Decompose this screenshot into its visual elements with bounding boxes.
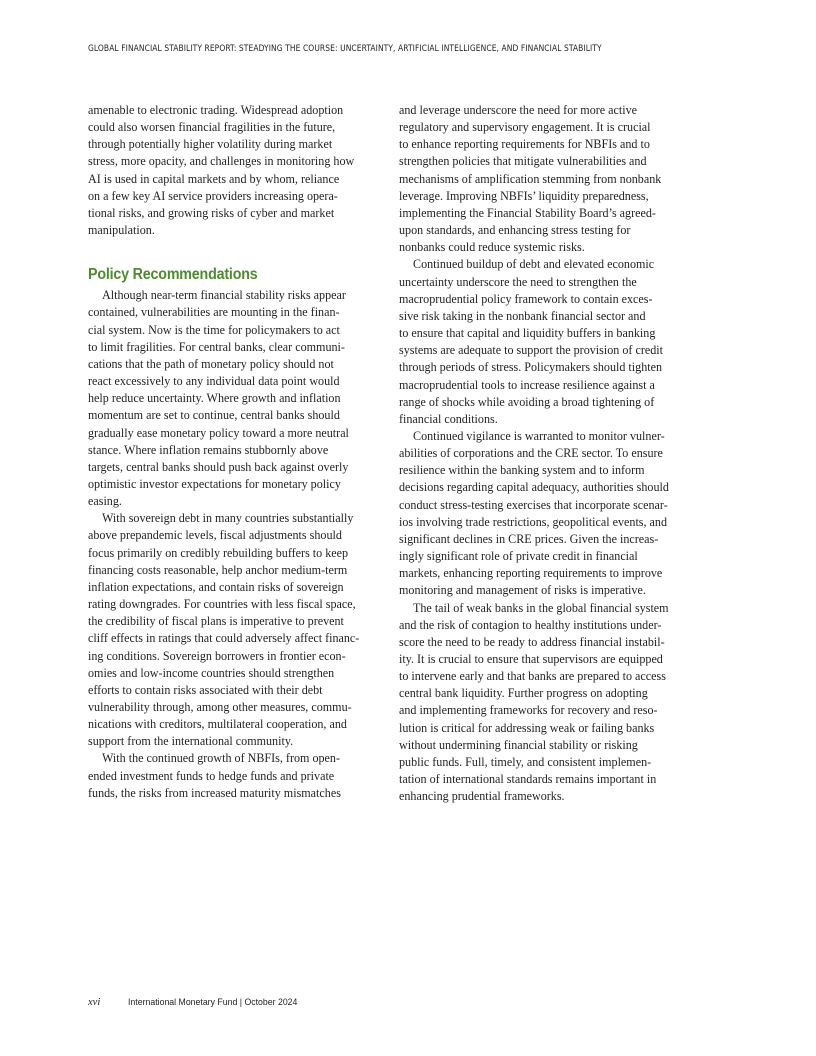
text-line: amenable to electronic trading. Widespread adoption xyxy=(88,103,344,117)
text-line: to intervene early and that banks are prepared to access xyxy=(399,669,666,684)
text-line: react excessively to any individual data point would xyxy=(88,374,340,389)
text-line: efforts to contain risks associated with their debt xyxy=(88,682,323,697)
text-line: sive risk taking in the nonbank financial sector and xyxy=(399,308,646,323)
paragraph-vigilance xyxy=(399,428,688,600)
text-line: help reduce uncertainty. Where growth and inflation xyxy=(88,391,341,406)
text-line: cial system. Now is the time for policymakers to act xyxy=(88,322,340,337)
running-header: GLOBAL FINANCIAL STABILITY REPORT: STEADYING THE COURSE: UNCERTAINTY, ARTIFICIAL INTELLIGENCE, AND FINANCIAL STABILITY xyxy=(88,44,602,54)
text-line: nications with creditors, multilateral cooperation, and xyxy=(88,717,347,732)
text-line: systems are adequate to support the provision of credit xyxy=(399,343,663,358)
text-line: to limit fragilities. For central banks, clear communi- xyxy=(88,339,345,354)
text-line: to enhance reporting requirements for NBFIs and to xyxy=(399,137,650,152)
text-line: range of shocks while avoiding a broad tightening of xyxy=(399,394,655,409)
text-line: support from the international community. xyxy=(88,734,294,749)
intro-paragraph xyxy=(88,102,377,239)
text-line: funds, the risks from increased maturity mismatches xyxy=(88,785,341,800)
text-line: ios involving trade restrictions, geopolitical events, and xyxy=(399,514,668,529)
text-line: resilience within the banking system and to inform xyxy=(399,463,645,478)
text-line: omies and low-income countries should strengthen xyxy=(88,665,335,680)
text-line: manipulation. xyxy=(88,223,155,238)
page-number: xvi xyxy=(88,997,101,1008)
text-line: ity. It is crucial to ensure that supervisors are equipped xyxy=(399,652,663,666)
paragraph-nbfi-continued xyxy=(399,102,688,256)
text-line: score the need to be ready to address financial instabil- xyxy=(399,634,665,649)
text-line: The tail of weak banks in the global financial system xyxy=(413,600,669,615)
text-line: ing conditions. Sovereign borrowers in frontier econ- xyxy=(88,648,346,663)
text-line: central bank liquidity. Further progress on adopting xyxy=(399,686,648,701)
text-line: abilities of corporations and the CRE sector. To ensure xyxy=(399,446,663,461)
text-line: contained, vulnerabilities are mounting in the finan- xyxy=(88,305,340,320)
text-line: AI is used in capital markets and by whom, reliance xyxy=(88,171,340,186)
text-line: easing. xyxy=(88,494,122,509)
text-line: stance. Where inflation remains stubbornly above xyxy=(88,442,329,457)
text-line: lution is critical for addressing weak or failing banks xyxy=(399,720,655,735)
text-line: to ensure that capital and liquidity buffers in banking xyxy=(399,326,656,341)
text-line: public funds. Full, timely, and consistent implemen- xyxy=(399,754,652,769)
text-line: gradually ease monetary policy toward a more neutral xyxy=(88,425,349,440)
text-line: focus primarily on credibly rebuilding buffers to keep xyxy=(88,545,349,560)
text-line: momentum are set to continue, central banks should xyxy=(88,408,340,423)
text-line: cations that the path of monetary policy should not xyxy=(88,356,334,371)
text-line: With the continued growth of NBFIs, from open- xyxy=(102,751,340,766)
text-line: financing costs reasonable, help anchor medium-term xyxy=(88,562,348,577)
text-line: stress, more opacity, and challenges in monitoring how xyxy=(88,154,355,169)
text-line: rating downgrades. For countries with less fiscal space, xyxy=(88,597,356,612)
publication-line: International Monetary Fund | October 2024 xyxy=(128,997,298,1008)
left-column xyxy=(88,102,377,802)
text-line: targets, central banks should push back against overly xyxy=(88,459,349,474)
text-line: Although near-term financial stability risks appear xyxy=(102,288,346,303)
text-line: without undermining financial stability or risking xyxy=(399,737,638,752)
text-line: and the risk of contagion to healthy institutions under- xyxy=(399,617,662,632)
text-line: financial conditions. xyxy=(399,411,498,426)
text-line: optimistic investor expectations for monetary policy xyxy=(88,476,341,491)
paragraph-macroprudential xyxy=(399,256,688,428)
text-line: enhancing prudential frameworks. xyxy=(399,789,565,804)
text-line: markets, enhancing reporting requirements to improve xyxy=(399,566,663,581)
text-line: With sovereign debt in many countries substantially xyxy=(102,511,354,526)
text-line: through periods of stress. Policymakers should tighten xyxy=(399,360,663,375)
text-line: and implementing frameworks for recovery and reso- xyxy=(399,703,658,718)
text-line: implementing the Financial Stability Board’s agreed- xyxy=(399,205,656,220)
text-line: vulnerability through, among other measures, commu- xyxy=(88,700,352,714)
text-line: Continued vigilance is warranted to monitor vulner- xyxy=(413,428,665,443)
text-line: monitoring and management of risks is imperative. xyxy=(399,583,646,598)
text-line: on a few key AI service providers increasing opera- xyxy=(88,188,338,203)
text-line: tional risks, and growing risks of cyber and market xyxy=(88,205,335,220)
paragraph-weak-banks xyxy=(399,600,688,806)
text-line: upon standards, and enhancing stress testing for xyxy=(399,223,631,238)
text-line: regulatory and supervisory engagement. It is crucial xyxy=(399,120,651,135)
text-line: tation of international standards remains important in xyxy=(399,772,657,787)
text-line: macroprudential tools to increase resilience against a xyxy=(399,377,655,392)
text-line: the credibility of fiscal plans is imperative to prevent xyxy=(88,614,344,629)
text-line: strengthen policies that mitigate vulnerabilities and xyxy=(399,154,647,169)
section-heading: Policy Recommendations xyxy=(88,266,258,284)
text-line: and leverage underscore the need for more active xyxy=(399,103,638,117)
text-line: uncertainty underscore the need to strengthen the xyxy=(399,274,637,289)
text-line: conduct stress-testing exercises that incorporate scenar- xyxy=(399,497,668,512)
text-line: ingly significant role of private credit in financial xyxy=(399,549,638,564)
text-line: could also worsen financial fragilities in the future, xyxy=(88,120,336,135)
right-column xyxy=(399,102,688,805)
text-line: inflation expectations, and contain risks of sovereign xyxy=(88,579,344,594)
text-line: nonbanks could reduce systemic risks. xyxy=(399,240,585,255)
paragraph-sovereign-debt xyxy=(88,510,377,750)
text-line: ended investment funds to hedge funds and private xyxy=(88,768,335,783)
text-line: through potentially higher volatility during market xyxy=(88,137,333,152)
text-line: leverage. Improving NBFIs’ liquidity preparedness, xyxy=(399,188,649,203)
text-line: Continued buildup of debt and elevated economic xyxy=(413,257,655,272)
text-line: significant declines in CRE prices. Given the increas- xyxy=(399,531,659,546)
text-line: above prepandemic levels, fiscal adjustments should xyxy=(88,528,342,543)
text-line: cliff effects in ratings that could adversely affect financ- xyxy=(88,631,360,646)
paragraph-nbfi-growth xyxy=(88,750,377,801)
text-line: macroprudential policy framework to contain exces- xyxy=(399,291,653,306)
paragraph-near-term-risks xyxy=(88,287,377,510)
text-line: mechanisms of amplification stemming from nonbank xyxy=(399,171,662,186)
page-footer xyxy=(88,997,312,1008)
text-line: decisions regarding capital adequacy, authorities should xyxy=(399,480,669,495)
